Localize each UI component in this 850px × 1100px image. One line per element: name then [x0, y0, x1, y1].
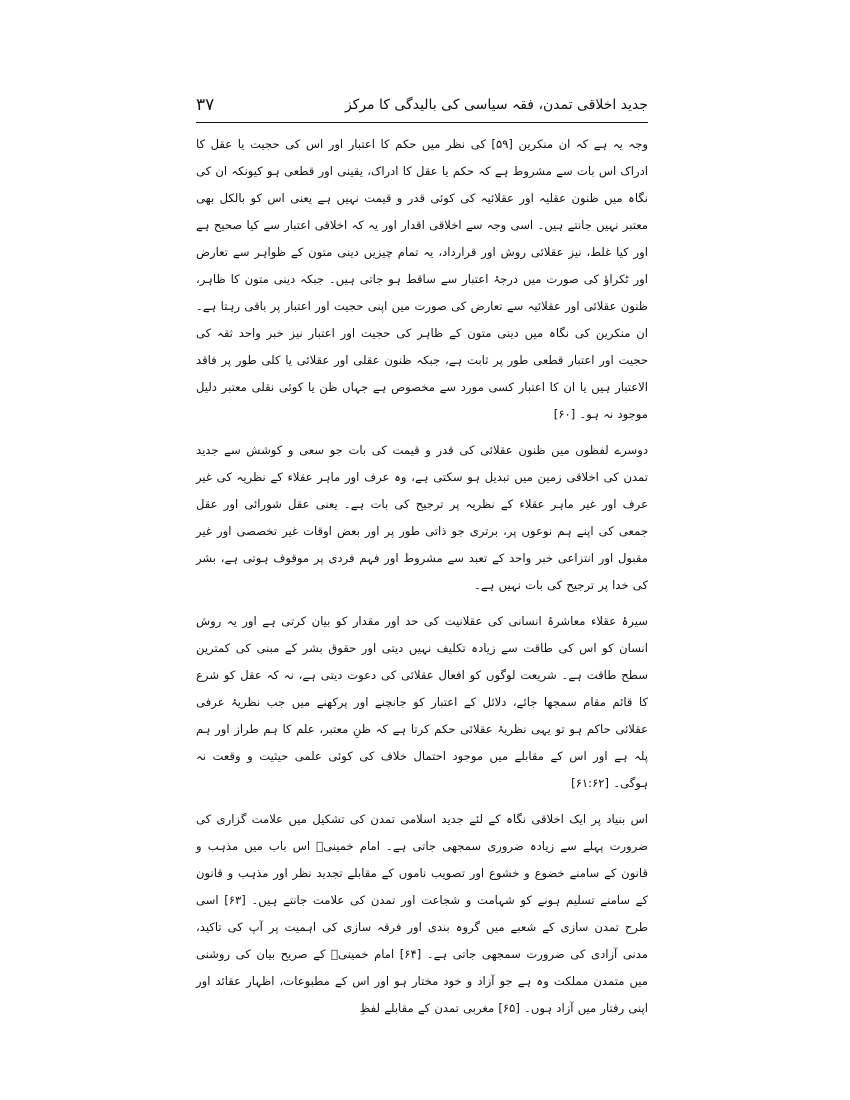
- paragraph-4: اس بنیاد پر ایک اخلاقی نگاہ کے لئے جدید اسلامی تمدن کی تشکیل میں علامت گزاری کی ضرورت پہلے سے زیادہ ضروری سمجھی جاتی ہے۔ امام خمینیؒ اس باب میں مذہب و قانون کے سامنے خضوع و خشوع اور تصویب ناموں کے مقابلے تجدید نظر اور مذہب و قانون کے سامنے تسلیم ہونے کو شہامت و شجاعت اور تمدن کی علامت جانتے ہیں۔ [۶۳] اسی طرح تمدن سازی کے شعبے میں گروہ بندی اور فرقہ سازی کی اہمیت پر آپ کی تاکید، مدنی آزادی کی ضرورت سمجھی جاتی ہے۔ [۶۴] امام خمینیؒ کے صریح بیان کی روشنی میں متمدن مملکت وہ ہے جو آزاد و خود مختار ہو اور اس کے مطبوعات، اظہار عقائد اور اپنی رفتار میں آزاد ہوں۔ [۶۵] مغربی تمدن کے مقابلے لفظِ: [196, 812, 649, 1015]
- paragraph-3: سیرۂ عقلاء معاشرۂ انسانی کی عقلانیت کی حد اور مقدار کو بیان کرتی ہے اور یہ روش انسان کو اس کی طاقت سے زیادہ تکلیف نہیں دیتی اور حقوق بشر کے مبنی کی کمترین سطح طاقت ہے۔ شریعت لوگوں کو افعال عقلائی کی دعوت دیتی ہے، نہ کہ عقل کو شرع کا قائم مقام سمجھا جائے، دلائل کے اعتبار کو جانچنے اور پرکھنے میں جب نظریۂ عرفی عقلائی حاکم ہو تو یہی نظریۂ عقلائی حکم کرتا ہے کہ ظنِ معتبر، علم کا ہم طراز اور ہم پلہ ہے اور اس کے مقابلے میں موجود احتمال خلاف کی کوئی علمی حیثیت و وقعت نہ ہوگی۔ [۶۱:۶۲]: [196, 614, 648, 790]
- header-divider: [196, 122, 648, 123]
- paragraph-2: دوسرے لفظوں میں ظنون عقلائی کی قدر و قیمت کی بات جو سعی و کوشش سے جدید تمدن کی اخلاقی زمین میں تبدیل ہو سکتی ہے، وہ عرف اور ماہر عقلاء کے نظریہ کی غیر عرف اور غیر ماہر عقلاء کے نظریہ پر ترجیح کی بات ہے۔ یعنی عقل شورائی اور عقل جمعی کی اپنے ہم نوعوں پر، برتری جو ذاتی طور پر اور بعض اوقات غیر تخصصی اور غیر مقبول اور انتزاعی خبر واحد کے تعبد سے مشروط اور فہم فردی پر موقوف ہوتی ہے، بشر کی خدا پر ترجیح کی بات نہیں ہے۔: [196, 443, 648, 592]
- body-text: [196, 131, 648, 1031]
- running-title: جدید اخلاقی تمدن، فقہ سیاسی کی بالیدگی کا مرکز: [344, 97, 648, 113]
- paragraph-1: وجہ یہ ہے کہ ان منکرین [۵۹] کی نظر میں حکم کا اعتبار اور اس کی حجیت یا عقل کا ادراک اس بات سے مشروط ہے کہ حکم یا عقل کا ادراک، یقینی اور قطعی ہو کیونکہ ان کی نگاہ میں ظنون عقلیہ اور عقلائیہ کی کوئی قدر و قیمت نہیں ہے یعنی اس کو بالکل بھی معتبر نہیں جانتے ہیں۔ اسی وجہ سے اخلاقی اقدار اور یہ کہ اخلاقی اعتبار سے کیا صحیح ہے اور کیا غلط، نیز عقلائی روش اور قرارداد، یہ تمام چیزیں دینی متون کے ظواہر سے تعارض اور ٹکراؤ کی صورت میں درجۂ اعتبار سے ساقط ہو جاتی ہیں۔ جبکہ دینی متون کا ظاہر، ظنون عقلائی اور عقلائیہ سے تعارض کی صورت میں اپنی حجیت اور اعتبار پر باقی رہتا ہے۔ ان منکرین کی نگاہ میں دینی متون کے ظاہر کی حجیت اور اعتبار نیز خبر واحد ثقہ کی حجیت اور اعتبار قطعی طور پر ثابت ہے، جبکہ ظنون عقلی اور عقلائی یا کلی طور پر فاقد الاعتبار ہیں یا ان کا اعتبار کسی مورد سے مخصوص ہے جہاں ظن یا کوئی نقلی معتبر دلیل موجود نہ ہو۔ [۶۰]: [196, 137, 648, 421]
- page-number: ۳۷: [196, 95, 215, 115]
- page-header: [196, 92, 648, 118]
